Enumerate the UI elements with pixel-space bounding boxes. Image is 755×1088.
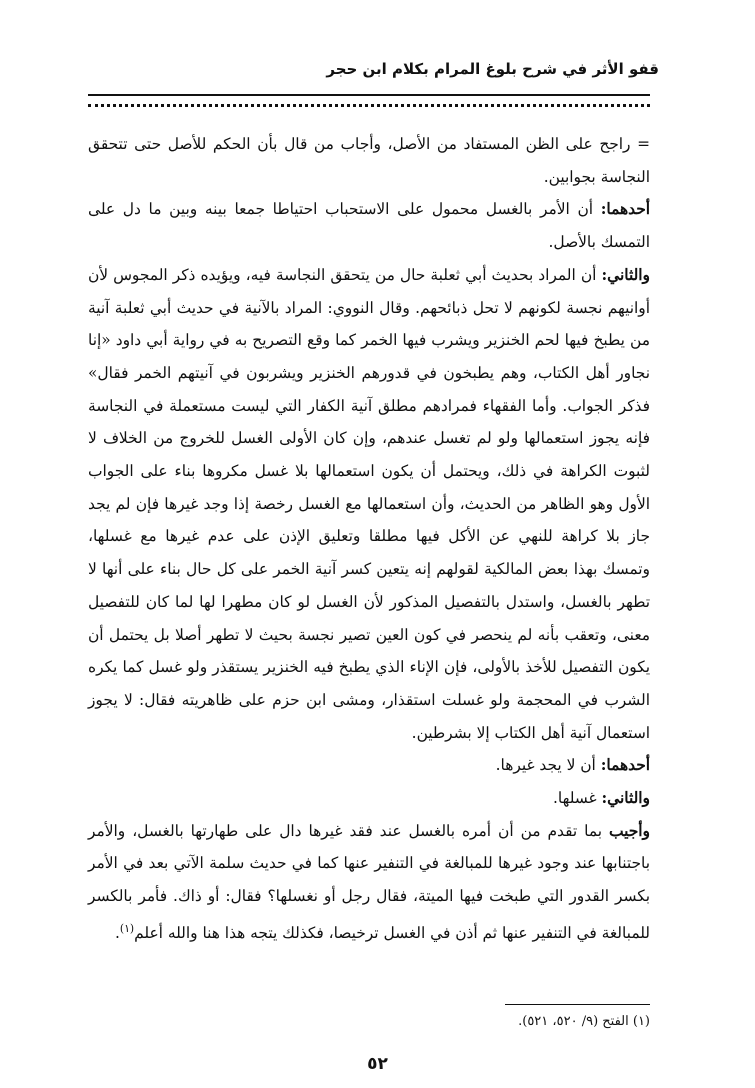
header-solid-rule xyxy=(88,94,650,96)
paragraph-lead: والثاني: xyxy=(601,789,650,808)
running-header: قفو الأثر في شرح بلوغ المرام بكلام ابن حجر xyxy=(326,60,659,78)
paragraph-text: غسلها. xyxy=(553,789,602,808)
footnote-separator xyxy=(505,1004,650,1005)
paragraph-second-condition xyxy=(88,782,650,815)
paragraph-text: = راجح على الظن المستفاد من الأصل، وأجاب من قال بأن الحكم للأصل حتى تتحقق النجاسة بجوابين. xyxy=(88,135,650,186)
paragraph-continuation xyxy=(88,128,650,193)
paragraph-text: أن الأمر بالغسل محمول على الاستحباب احتياطا جمعا بينه وبين ما دل على التمسك بالأصل. xyxy=(88,200,650,252)
paragraph-text: أن المراد بحديث أبي ثعلبة حال من يتحقق النجاسة فيه، ويؤيده ذكر المجوس لأن أوانيهم نجسة لكونهم لا تحل ذبائحهم. وقال النووي: المراد بالآنية في حديث أبي ثعلبة آنية من يطبخ فيها لحم الخنزير ويشرب فيها الخمر كما وقع التصريح به في رواية أبي داود «إنا نجاور أهل الكتاب، وهم يطبخون في قدورهم الخنزير ويشربون في آنيتهم الخمر فقال» فذكر الجواب. وأما الفقهاء فمرادهم مطلق آنية الكفار التي ليست مستعملة في النجاسة فإنه يجوز استعمالها ولو لم تغسل عندهم، وإن كان الأولى الغسل للخروج من الخلاف لا لثبوت الكراهة في ذلك، ويحتمل أن يكون استعمالها بلا غسل مكروها بناء على الجواب الأول وهو الظاهر من الحديث، وأن استعمالها مع الغسل رخصة إذا وجد غيرها فإن لم يجد جاز بلا كراهة للنهي عن الأكل فيها مطلقا وتعليق الإذن على عدم غيرها مع غسلها، وتمسك بهذا بعض المالكية لقولهم إنه يتعين كسر آنية الخمر على كل حال بناء على أنها لا تطهر بالغسل، واستدل بالتفصيل المذكور لأن الغسل لو كان مطهرا لها لما كان للتفصيل معنى، وتعقب بأنه لم ينحصر في كون العين تصير نجسة بحيث لا تطهر أصلا بل يحتمل أن يكون التفصيل للأخذ بالأولى، فإن الإناء الذي يطبخ فيه الخنزير يستقذر ولو غسل كما يكره الشرب في المحجمة ولو غسلت استقذار، ومشى ابن حزم على ظاهريته فقال: لا يجوز استعمال آنية أهل الكتاب إلا بشرطين. xyxy=(88,265,650,742)
paragraph-lead: أحدهما: xyxy=(600,200,650,219)
main-text xyxy=(88,128,650,950)
paragraph-text: بما تقدم من أن أمره بالغسل عند فقد غيرها دال على طهارتها بالغسل، والأمر باجتنابها عند وجود غيرها للمبالغة في التنفير عنها كما في حديث سلمة الآتي بعد في الأمر بكسر القدور التي طبخت فيها الميتة، فقال رجل أو نغسلها؟ فقال: أو ذاك. فأمر بالكسر للمبالغة في التنفير عنها ثم أذن في الغسل ترخيصا، فكذلك يتجه هذا هنا والله أعلم xyxy=(88,821,650,942)
footnote: (١) الفتح (٩/ ٥٢٠، ٥٢١). xyxy=(518,1014,650,1029)
header-dotted-rule xyxy=(88,104,650,107)
paragraph-first-answer xyxy=(88,193,650,258)
paragraph-lead: والثاني: xyxy=(601,265,650,284)
paragraph-lead: وأجيب xyxy=(609,821,650,840)
paragraph-second-answer xyxy=(88,259,650,750)
paragraph-text: أن لا يجد غيرها. xyxy=(495,756,601,775)
page-number: ٥٢ xyxy=(367,1054,388,1074)
paragraph-first-condition xyxy=(88,749,650,782)
paragraph-reply: وأجيب بما تقدم من أن أمره بالغسل عند فقد غيرها دال على طهارتها بالغسل، والأمر باجتنابها عند وجود غيرها للمبالغة في التنفير عنها كما في حديث سلمة الآتي بعد في الأمر بكسر القدور التي طبخت فيها الميتة، فقال رجل أو نغسلها؟ فقال: أو ذاك. فأمر بالكسر للمبالغة في التنفير عنها ثم أذن في الغسل ترخيصا، فكذلك يتجه هذا هنا والله أعلم$^{(١)}$. xyxy=(88,821,650,942)
paragraph-lead: أحدهما: xyxy=(600,756,650,775)
footnote-reference: (١) xyxy=(119,921,135,935)
